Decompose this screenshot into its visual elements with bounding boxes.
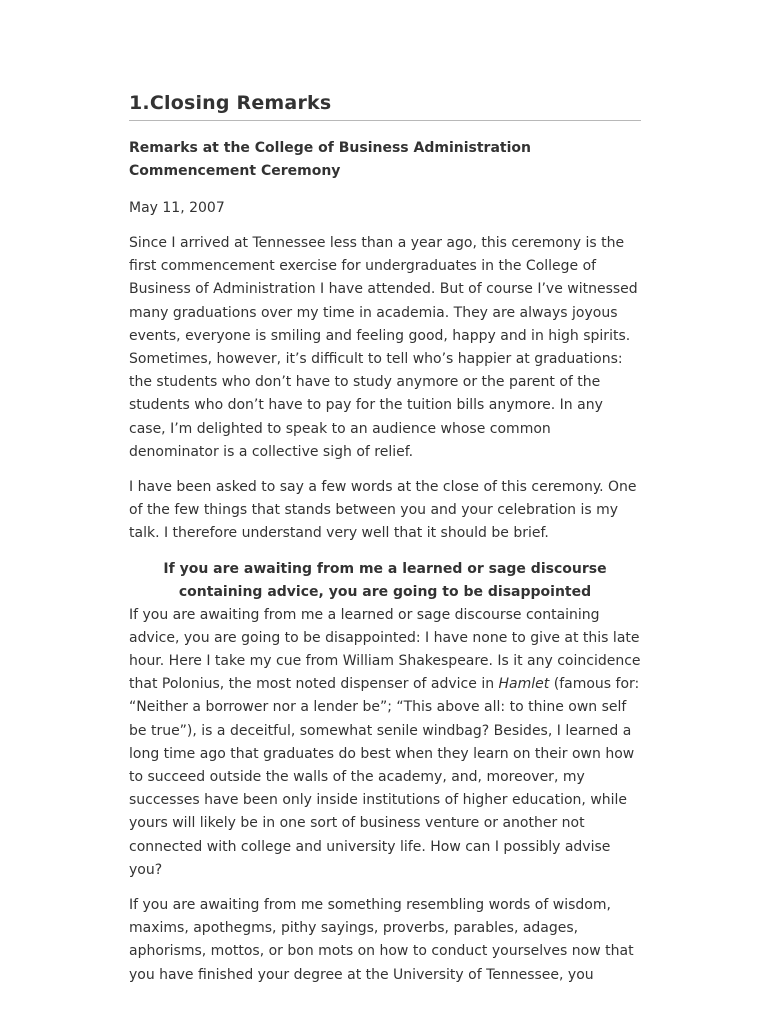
document-content — [129, 92, 641, 987]
paragraph-1: Since I arrived at Tennessee less than a year ago, this ceremony is the first commencement exercise for undergraduates in the College of Business of Administration I have attended. But of course I’ve witnessed many graduations over my time in academia. They are always joyous events, everyone is smiling and feeling good, happy and in high spirits. Sometimes, however, it’s difficult to tell who’s happier at graduations: the students who don’t have to study anymore or the parent of the students who don’t have to pay for the tuition bills anymore. In any case, I’m delighted to speak to an audience whose common denominator is a collective sigh of relief. — [129, 235, 638, 460]
paragraph-4: If you are awaiting from me something resembling words of wisdom, maxims, apothegms, pithy sayings, proverbs, parables, adages, aphorisms, mottos, or bon mots on how to conduct yourselves now that you have finished your degree at the University of Tennessee, you — [129, 897, 634, 983]
subtitle-line-2: Commencement Ceremony — [129, 163, 341, 179]
section-heading: If you are awaiting from me a learned or sage discourse containing advice, you are going to be disappointed — [163, 560, 607, 600]
paragraph-3-text-a: If you are awaiting from me a learned or sage discourse containing advice, you are going to be disappointed: I have none to give at this late hour. Here I take my cue from William Shakespeare. Is it any coincidence that Polonius, the most noted dispenser of advice in — [129, 606, 641, 693]
hamlet-title-italic: Hamlet — [498, 676, 550, 693]
document-subtitle — [129, 137, 641, 183]
paragraph-3 — [129, 604, 641, 882]
subtitle-line-1: Remarks at the College of Business Administration — [129, 140, 531, 156]
paragraph-3-text-b: (famous for: “Neither a borrower nor a lender be”; “This above all: to thine own self be true”), is a deceitful, somewhat senile windbag? Besides, I learned a long time ago that graduates do best when they learn on their own how to succeed outside the walls of the academy, and, moreover, my successes have been only inside institutions of higher education, while yours will likely be in one sort of business venture or another not connected with college and university life. How can I possibly advise you? — [129, 676, 640, 878]
document-title: 1.Closing Remarks — [129, 92, 641, 121]
document-date: May 11, 2007 — [129, 200, 225, 216]
paragraph-2: I have been asked to say a few words at the close of this ceremony. One of the few things that stands between you and your celebration is my talk. I therefore understand very well that it should be brief. — [129, 479, 637, 542]
